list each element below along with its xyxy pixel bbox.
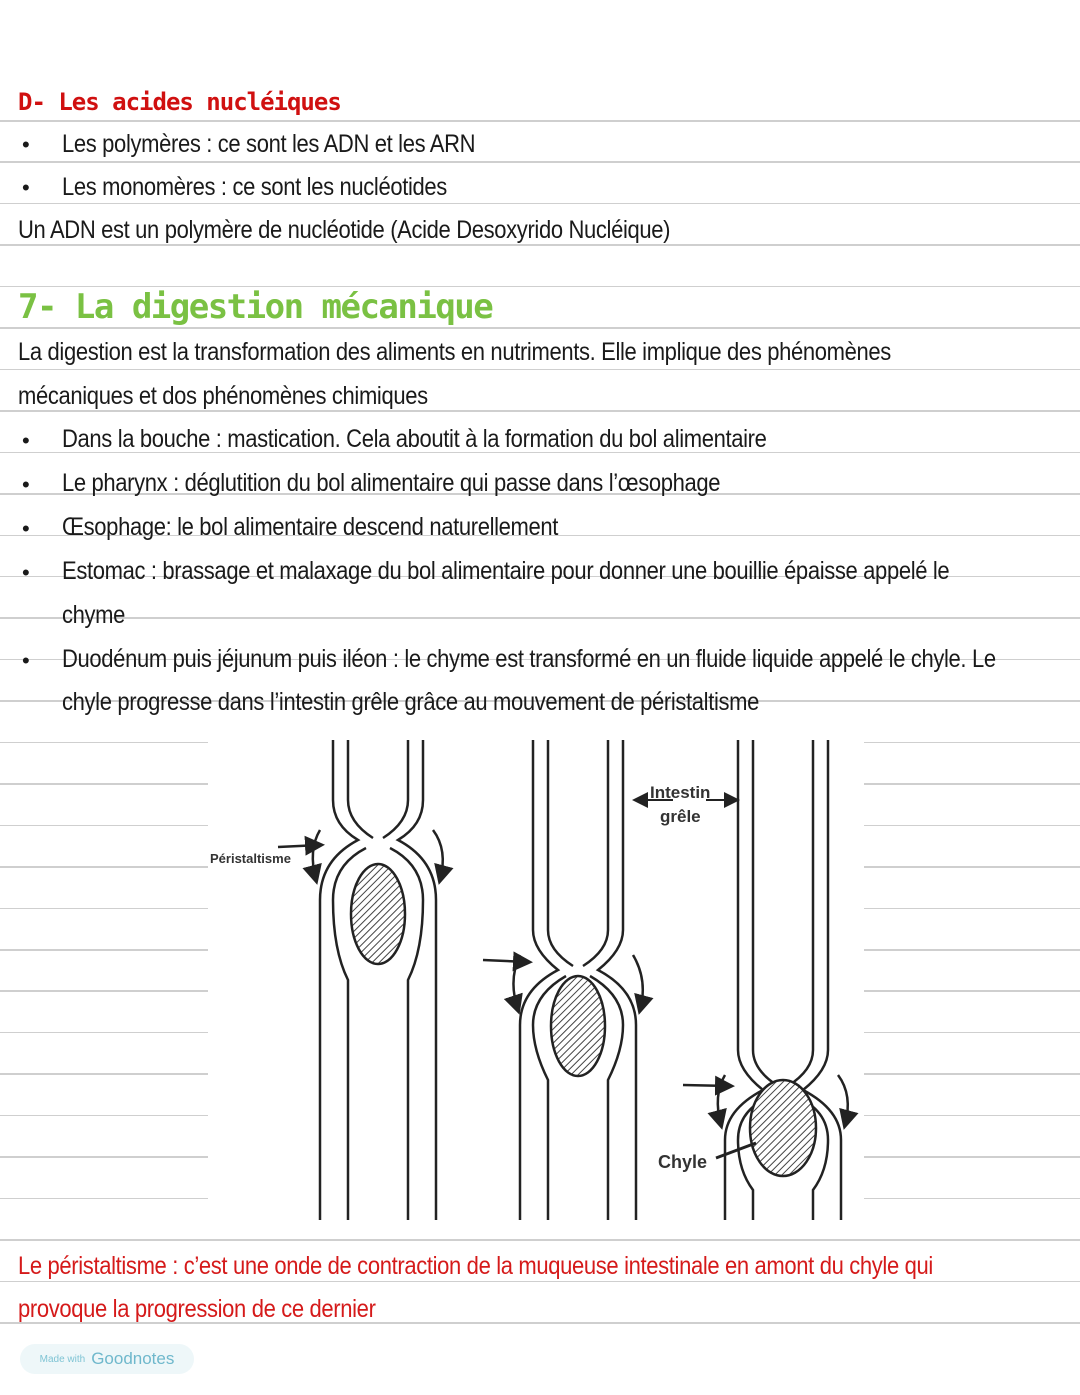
rule-line (0, 120, 1080, 122)
rule-line (0, 1239, 1080, 1241)
bullet-dot: • (22, 428, 30, 453)
rule-line (0, 617, 1080, 619)
label-chyle: Chyle (658, 1152, 708, 1172)
rule-line (864, 866, 1080, 868)
rule-line (0, 1073, 208, 1075)
rule-line (0, 327, 1080, 329)
rule-line (864, 1198, 1080, 1200)
rule-line (0, 161, 1080, 163)
rule-line (0, 1115, 208, 1117)
peristalsis-diagram (208, 730, 864, 1225)
bullet-text: Le pharynx : déglutition du bol alimentaire qui passe dans l’œsophage (62, 469, 721, 497)
rule-line (864, 949, 1080, 951)
definition-line: provoque la progression de ce dernier (18, 1295, 376, 1323)
bullet-dot: • (22, 648, 30, 673)
rule-line (0, 825, 208, 827)
bullet-dot: • (22, 132, 30, 157)
badge-small-text: Made with (39, 1353, 86, 1365)
bullet-dot: • (22, 516, 30, 541)
tube-2 (483, 740, 643, 1220)
section-d-title: D- Les acides nucléiques (18, 88, 341, 116)
label-intestin: Intestin (650, 783, 711, 802)
tube-1 (278, 740, 443, 1220)
label-grele: grêle (660, 807, 701, 826)
rule-line (864, 783, 1080, 785)
label-peristaltisme: Péristaltisme (210, 851, 291, 866)
definition-line: Le péristaltisme : c’est une onde de contraction de la muqueuse intestinale en amont du chyle qui (18, 1252, 933, 1280)
rule-line (0, 1032, 208, 1034)
intro-line: mécaniques et dos phénomènes chimiques (18, 382, 428, 410)
rule-line (864, 1032, 1080, 1034)
goodnotes-badge[interactable] (20, 1344, 194, 1374)
bullet-text: Œsophage: le bol alimentaire descend naturellement (62, 513, 559, 541)
rule-line (864, 1115, 1080, 1117)
rule-line (0, 369, 1080, 371)
section-d-note: Un ADN est un polymère de nucléotide (Acide Desoxyrido Nucléique) (18, 216, 671, 244)
section-7-title: 7- La digestion mécanique (18, 287, 493, 327)
rule-line (0, 908, 208, 910)
bullet-text: Dans la bouche : mastication. Cela aboutit à la formation du bol alimentaire (62, 425, 767, 453)
bullet-text: Estomac : brassage et malaxage du bol alimentaire pour donner une bouillie épaisse appelé le (62, 557, 950, 585)
rule-line (0, 1156, 208, 1158)
rule-line (864, 990, 1080, 992)
rule-line (0, 949, 208, 951)
rule-line (0, 866, 208, 868)
bullet-text: Duodénum puis jéjunum puis iléon : le chyme est transformé en un fluide liquide appelé le chyle. Le (62, 645, 996, 673)
rule-line (0, 203, 1080, 205)
rule-line (864, 742, 1080, 744)
rule-line (0, 990, 208, 992)
rule-line (0, 1198, 208, 1200)
intro-line: La digestion est la transformation des aliments en nutriments. Elle implique des phénomènes (18, 338, 891, 366)
bullet-text: Les monomères : ce sont les nucléotides (62, 173, 447, 201)
rule-line (864, 1073, 1080, 1075)
bullet-dot: • (22, 472, 30, 497)
bullet-text: chyle progresse dans l’intestin grêle grâce au mouvement de péristaltisme (62, 688, 760, 716)
bullet-text: chyme (62, 601, 126, 629)
bullet-dot: • (22, 175, 30, 200)
rule-line (0, 783, 208, 785)
rule-line (864, 1156, 1080, 1158)
rule-line (0, 742, 208, 744)
rule-line (864, 825, 1080, 827)
bullet-text: Les polymères : ce sont les ADN et les ARN (62, 130, 476, 158)
bullet-dot: • (22, 560, 30, 585)
badge-brand: Goodnotes (91, 1349, 175, 1368)
rule-line (864, 908, 1080, 910)
